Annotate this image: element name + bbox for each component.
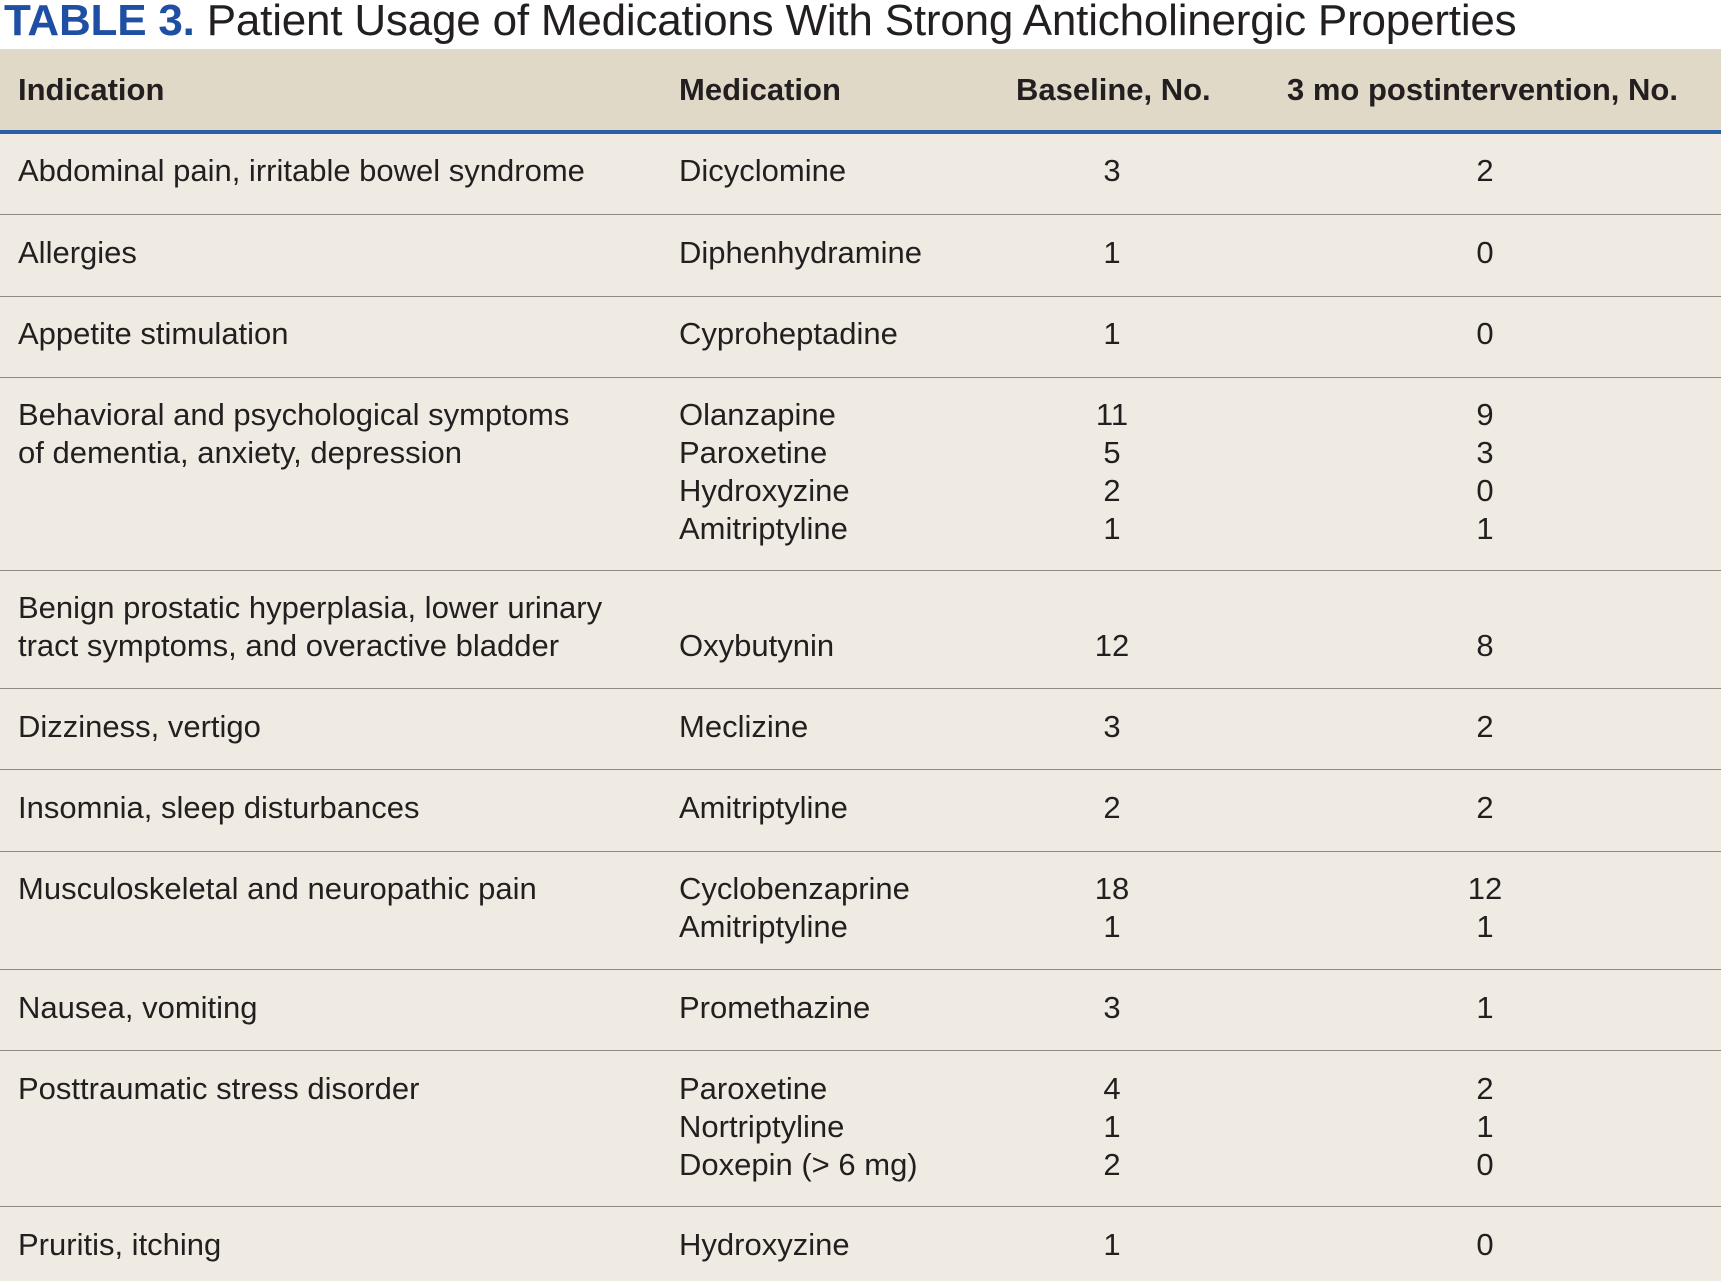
column-header-baseline: Baseline, No. (1016, 72, 1211, 107)
baseline-count-cell-line: 12 (1094, 628, 1130, 663)
postintervention-count-cell-line: 3 (1476, 435, 1494, 470)
column-header-medication: Medication (679, 72, 841, 107)
baseline-count-cell (1012, 789, 1212, 827)
baseline-count-cell-line: 2 (1103, 473, 1121, 508)
postintervention-count-cell-line: 0 (1476, 235, 1494, 270)
postintervention-count-cell-line: 2 (1476, 1071, 1494, 1106)
indication-cell-line: Musculoskeletal and neuropathic pain (18, 871, 537, 906)
medication-cell (679, 708, 1009, 746)
indication-cell (18, 396, 648, 472)
postintervention-count-cell-line: 0 (1476, 1227, 1494, 1262)
postintervention-count-cell (1365, 234, 1605, 272)
postintervention-count-cell-line: 2 (1476, 709, 1494, 744)
medication-cell-line: Amitriptyline (679, 790, 848, 825)
medication-cell (679, 396, 1009, 548)
postintervention-count-cell-line: 1 (1476, 511, 1494, 546)
postintervention-count-cell-line: 1 (1476, 990, 1494, 1025)
postintervention-count-cell-line: 9 (1476, 397, 1494, 432)
medication-cell-line: Paroxetine (679, 435, 828, 470)
medication-cell-line: Meclizine (679, 709, 809, 744)
indication-cell (18, 870, 648, 908)
postintervention-count-cell-line: 1 (1476, 1109, 1494, 1144)
medication-cell (679, 627, 1009, 665)
indication-cell-line: Abdominal pain, irritable bowel syndrome (18, 153, 585, 188)
baseline-count-cell (1012, 1226, 1212, 1264)
baseline-count-cell (1012, 234, 1212, 272)
medication-cell-line: Oxybutynin (679, 628, 835, 663)
baseline-count-cell-line: 3 (1103, 990, 1121, 1025)
indication-cell (18, 789, 648, 827)
indication-cell-line: Dizziness, vertigo (18, 709, 261, 744)
indication-cell-line: of dementia, anxiety, depression (18, 435, 463, 470)
table-row (0, 971, 1721, 1051)
baseline-count-cell-line: 3 (1103, 153, 1121, 188)
postintervention-count-cell (1365, 315, 1605, 353)
baseline-count-cell-line: 11 (1095, 397, 1129, 432)
medication-cell (679, 152, 1009, 190)
medication-cell (679, 234, 1009, 272)
medication-cell-line: Cyclobenzaprine (679, 871, 910, 906)
table-row (0, 1052, 1721, 1207)
baseline-count-cell-line: 18 (1094, 871, 1130, 906)
baseline-count-cell-line: 1 (1103, 235, 1121, 270)
indication-cell (18, 989, 648, 1027)
baseline-count-cell (1012, 1070, 1212, 1184)
indication-cell (18, 315, 648, 353)
indication-cell-line: Nausea, vomiting (18, 990, 258, 1025)
table-row (0, 852, 1721, 970)
medication-cell-line: Amitriptyline (679, 511, 848, 546)
table-row (0, 378, 1721, 571)
medication-cell-line: Dicyclomine (679, 153, 847, 188)
baseline-count-cell-line: 5 (1103, 435, 1121, 470)
postintervention-count-cell (1365, 989, 1605, 1027)
table-number: TABLE 3. (4, 0, 195, 45)
postintervention-count-cell-line: 12 (1467, 871, 1503, 906)
baseline-count-cell-line: 3 (1103, 709, 1121, 744)
table-row (0, 134, 1721, 215)
postintervention-count-cell (1365, 627, 1605, 665)
baseline-count-cell-line: 1 (1103, 1227, 1121, 1262)
indication-cell-line: tract symptoms, and overactive bladder (18, 628, 560, 663)
postintervention-count-cell-line: 2 (1476, 153, 1494, 188)
postintervention-count-cell (1365, 396, 1605, 548)
medication-table (0, 49, 1721, 1281)
postintervention-count-cell-line: 8 (1476, 628, 1494, 663)
column-header-indication: Indication (18, 72, 165, 107)
baseline-count-cell-line: 1 (1103, 316, 1121, 351)
medication-cell (679, 870, 1009, 946)
table-row (0, 690, 1721, 770)
medication-cell (679, 989, 1009, 1027)
baseline-count-cell (1012, 396, 1212, 548)
postintervention-count-cell-line: 0 (1476, 473, 1494, 508)
medication-cell-line: Olanzapine (679, 397, 836, 432)
indication-cell (18, 589, 648, 665)
indication-cell-line: Appetite stimulation (18, 316, 289, 351)
medication-cell-line: Promethazine (679, 990, 871, 1025)
medication-cell (679, 315, 1009, 353)
indication-cell-line: Insomnia, sleep disturbances (18, 790, 420, 825)
table-header (0, 49, 1721, 130)
medication-cell-line: Amitriptyline (679, 909, 848, 944)
postintervention-count-cell-line: 0 (1476, 316, 1494, 351)
indication-cell (18, 152, 648, 190)
baseline-count-cell (1012, 989, 1212, 1027)
baseline-count-cell-line: 2 (1103, 790, 1121, 825)
medication-cell-line: Hydroxyzine (679, 1227, 850, 1262)
baseline-count-cell-line: 1 (1103, 1109, 1121, 1144)
medication-cell-line: Diphenhydramine (679, 235, 922, 270)
baseline-count-cell (1012, 627, 1212, 665)
table-row (0, 297, 1721, 378)
postintervention-count-cell (1365, 152, 1605, 190)
postintervention-count-cell (1365, 1070, 1605, 1184)
postintervention-count-cell-line: 0 (1476, 1147, 1494, 1182)
indication-cell-line: Posttraumatic stress disorder (18, 1071, 420, 1106)
postintervention-count-cell (1365, 789, 1605, 827)
medication-cell-line: Nortriptyline (679, 1109, 845, 1144)
baseline-count-cell (1012, 870, 1212, 946)
table-title (4, 0, 1516, 46)
table-caption: Patient Usage of Medications With Strong Anticholinergic Properties (206, 0, 1517, 45)
medication-cell-line: Cyproheptadine (679, 316, 898, 351)
postintervention-count-cell-line: 2 (1476, 790, 1494, 825)
baseline-count-cell-line: 1 (1103, 909, 1121, 944)
indication-cell (18, 1226, 648, 1264)
baseline-count-cell-line: 2 (1103, 1147, 1121, 1182)
table-row (0, 571, 1721, 689)
medication-cell-line: Paroxetine (679, 1071, 828, 1106)
baseline-count-cell (1012, 152, 1212, 190)
table-row (0, 1208, 1721, 1280)
indication-cell-line: Behavioral and psychological symptoms (18, 397, 570, 432)
postintervention-count-cell (1365, 1226, 1605, 1264)
indication-cell (18, 708, 648, 746)
indication-cell (18, 234, 648, 272)
indication-cell (18, 1070, 648, 1108)
postintervention-count-cell (1365, 708, 1605, 746)
column-header-postintervention: 3 mo postintervention, No. (1287, 72, 1678, 107)
indication-cell-line: Benign prostatic hyperplasia, lower urinary (18, 590, 603, 625)
baseline-count-cell-line: 1 (1103, 511, 1121, 546)
medication-cell (679, 1070, 1009, 1184)
table-row (0, 216, 1721, 297)
medication-cell (679, 789, 1009, 827)
medication-cell-line: Hydroxyzine (679, 473, 850, 508)
postintervention-count-cell-line: 1 (1476, 909, 1494, 944)
postintervention-count-cell (1365, 870, 1605, 946)
indication-cell-line: Allergies (18, 235, 137, 270)
medication-cell-line: Doxepin (> 6 mg) (679, 1147, 918, 1182)
indication-cell-line: Pruritis, itching (18, 1227, 222, 1262)
baseline-count-cell (1012, 708, 1212, 746)
table-row (0, 771, 1721, 852)
baseline-count-cell-line: 4 (1103, 1071, 1121, 1106)
baseline-count-cell (1012, 315, 1212, 353)
medication-cell (679, 1226, 1009, 1264)
